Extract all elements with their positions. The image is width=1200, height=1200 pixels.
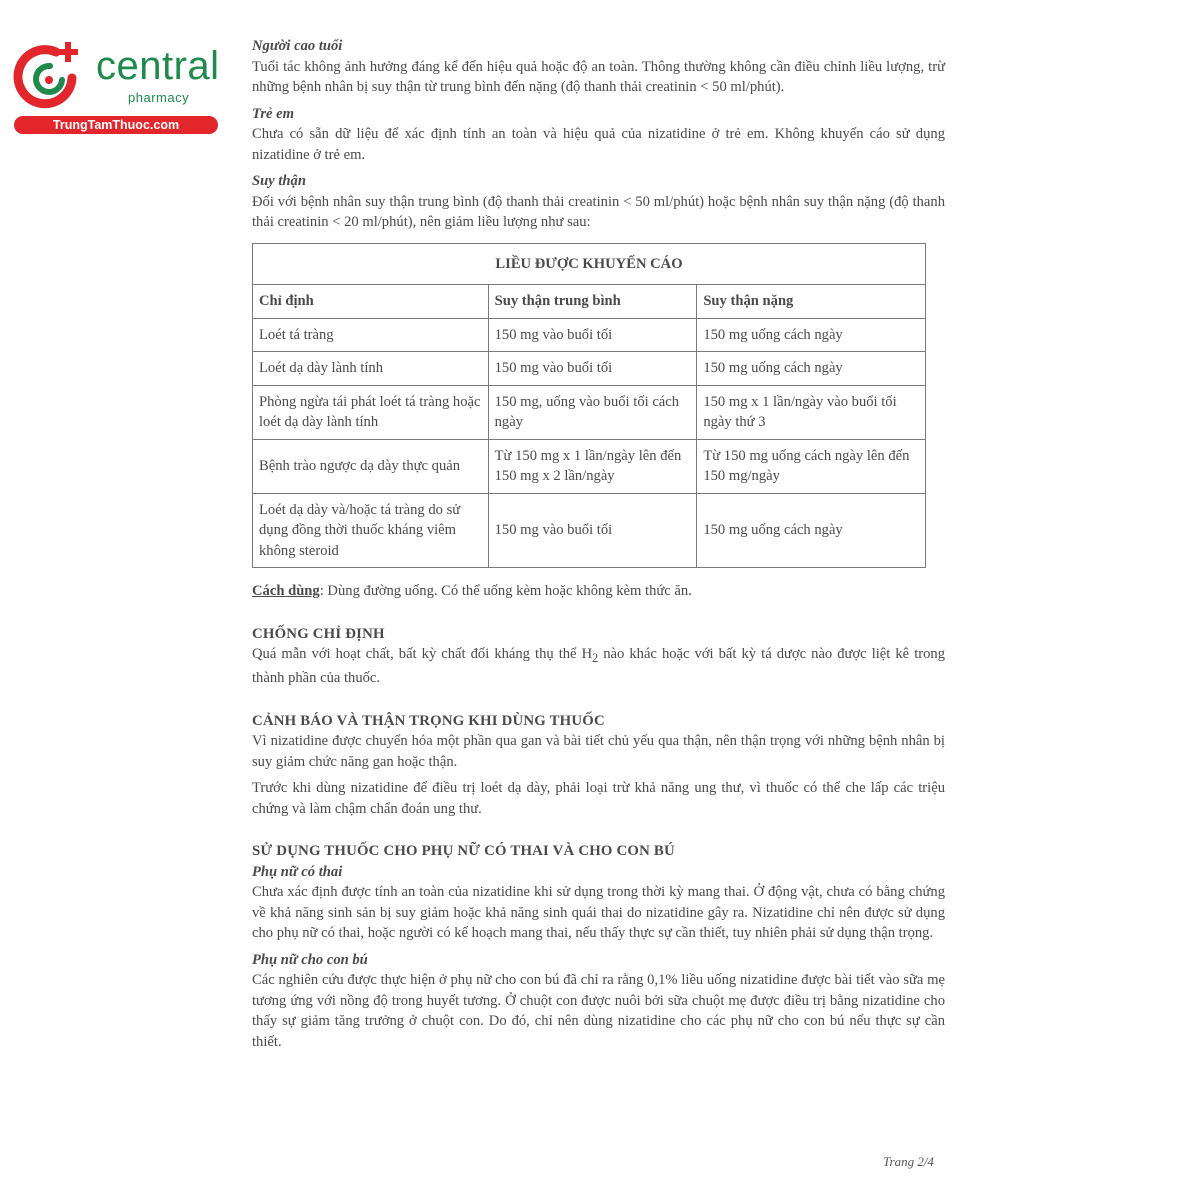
- table-header-severe: Suy thận nặng: [697, 285, 926, 319]
- table-cell: Phòng ngừa tái phát loét tá tràng hoặc loét dạ dày lành tính: [253, 385, 489, 439]
- table-header-indication: Chỉ định: [253, 285, 489, 319]
- table-row: [253, 318, 926, 352]
- usage-paragraph: [252, 581, 945, 602]
- table-header-row: [253, 285, 926, 319]
- table-cell: 150 mg, uống vào buổi tối cách ngày: [488, 385, 697, 439]
- contraindications-text-after: nào khác hoặc với bất kỳ tá dược nào được liệt kê trong thành phần của thuốc.: [252, 646, 945, 687]
- table-cell: Loét dạ dày và/hoặc tá tràng do sử dụng đồng thời thuốc kháng viêm không steroid: [253, 493, 489, 568]
- warnings-paragraph-2: Trước khi dùng nizatidine để điều trị loét dạ dày, phải loại trừ khả năng ung thư, vì thuốc có thể che lấp các triệu chứng và làm chậm chẩn đoán ung thư.: [252, 780, 945, 817]
- usage-label: Cách dùng: [252, 583, 320, 599]
- table-header-moderate: Suy thận trung bình: [488, 285, 697, 319]
- usage-text: : Dùng đường uống. Có thể uống kèm hoặc không kèm thức ăn.: [319, 583, 692, 599]
- contraindications-text: [252, 644, 945, 689]
- table-row: [253, 493, 926, 568]
- renal-title: Suy thận: [252, 173, 306, 189]
- table-cell: Loét tá tràng: [253, 318, 489, 352]
- warnings-heading: CẢNH BÁO VÀ THẬN TRỌNG KHI DÙNG THUỐC: [252, 712, 605, 729]
- contraindications-text-before: Quá mẫn với hoạt chất, bất kỳ chất đối kháng thụ thể H: [252, 646, 593, 662]
- table-row: [253, 439, 926, 493]
- recommended-dose-table: [252, 243, 926, 569]
- h2-subscript: 2: [592, 650, 599, 665]
- pregnant-text: Chưa xác định được tính an toàn của nizatidine khi sử dụng trong thời kỳ mang thai. Ở động vật, chưa có bằng chứng về khả năng sinh sản bị suy giảm hoặc khả năng sinh quái thai do nizatidine gây ra. Nizatidine chỉ nên được sử dụng cho phụ nữ có thai, hoặc người có kế hoạch mang thai, nếu thấy thực sự cần thiết, tuy nhiên phải sử dụng thận trọng.: [252, 884, 945, 942]
- table-cell: Loét dạ dày lành tính: [253, 352, 489, 386]
- pregnant-title: Phụ nữ có thai: [252, 863, 343, 880]
- table-cell: 150 mg uống cách ngày: [697, 493, 926, 568]
- table-row: [253, 352, 926, 386]
- contraindications-heading: CHỐNG CHỈ ĐỊNH: [252, 625, 385, 642]
- renal-text: Đối với bệnh nhân suy thận trung bình (độ thanh thải creatinin < 50 ml/phút) hoặc bệnh nhân suy thận nặng (độ thanh thải creatinin < 20 ml/phút), nên giảm liều lượng như sau:: [252, 193, 945, 230]
- table-cell: 150 mg uống cách ngày: [697, 352, 926, 386]
- breastfeeding-text: Các nghiên cứu được thực hiện ở phụ nữ cho con bú đã chỉ ra rằng 0,1% liều uống nizatidine được bài tiết vào sữa mẹ tương ứng với nồng độ trong huyết tương. Ở chuột con được nuôi bởi sữa chuột mẹ được điều trị bằng nizatidine cho thấy sự giảm tăng trưởng ở chuột con. Do đó, chỉ nên dùng nizatidine cho các phụ nữ cho con bú nếu thực sự cần thiết.: [252, 972, 945, 1050]
- warnings-paragraph-1: Vì nizatidine được chuyển hóa một phần qua gan và bài tiết chủ yếu qua thận, nên thận trọng với những bệnh nhân bị suy giảm chức năng gan hoặc thận.: [252, 733, 945, 770]
- table-cell: 150 mg vào buổi tối: [488, 318, 697, 352]
- children-text: Chưa có sẵn dữ liệu để xác định tính an toàn và hiệu quả của nizatidine ở trẻ em. Không khuyến cáo sử dụng nizatidine ở trẻ em.: [252, 126, 945, 163]
- children-title: Trẻ em: [252, 105, 295, 122]
- logo-brand-sub: pharmacy: [128, 90, 190, 105]
- logo-brand-name: central: [96, 44, 220, 88]
- table-cell: 150 mg x 1 lần/ngày vào buổi tối ngày thứ 3: [697, 385, 926, 439]
- central-pharmacy-logo-icon: [10, 38, 88, 116]
- breastfeeding-title: Phụ nữ cho con bú: [252, 951, 368, 968]
- page-number: Trang 2/4: [883, 1154, 934, 1169]
- table-cell: 150 mg vào buổi tối: [488, 352, 697, 386]
- table-cell: 150 mg uống cách ngày: [697, 318, 926, 352]
- logo-website-badge: TrungTamThuoc.com: [14, 116, 218, 134]
- elderly-text: Tuổi tác không ảnh hưởng đáng kể đến hiệu quả hoặc độ an toàn. Thông thường không cần điều chỉnh liều lượng, trừ những bệnh nhân bị suy thận từ trung bình đến nặng (độ thanh thải creatinin < 50 ml/phút).: [252, 58, 945, 95]
- table-cell: Từ 150 mg x 1 lần/ngày lên đến 150 mg x 2 lần/ngày: [488, 439, 697, 493]
- table-cell: Từ 150 mg uống cách ngày lên đến 150 mg/ngày: [697, 439, 926, 493]
- document-body: [252, 36, 945, 1052]
- pregnancy-heading: SỬ DỤNG THUỐC CHO PHỤ NỮ CÓ THAI VÀ CHO CON BÚ: [252, 843, 675, 860]
- elderly-title: Người cao tuổi: [252, 38, 343, 54]
- table-cell: Bệnh trào ngược dạ dày thực quản: [253, 439, 489, 493]
- table-row: [253, 385, 926, 439]
- table-cell: 150 mg vào buổi tối: [488, 493, 697, 568]
- pharmacy-logo: [10, 38, 220, 138]
- table-title: LIỀU ĐƯỢC KHUYẾN CÁO: [253, 243, 926, 285]
